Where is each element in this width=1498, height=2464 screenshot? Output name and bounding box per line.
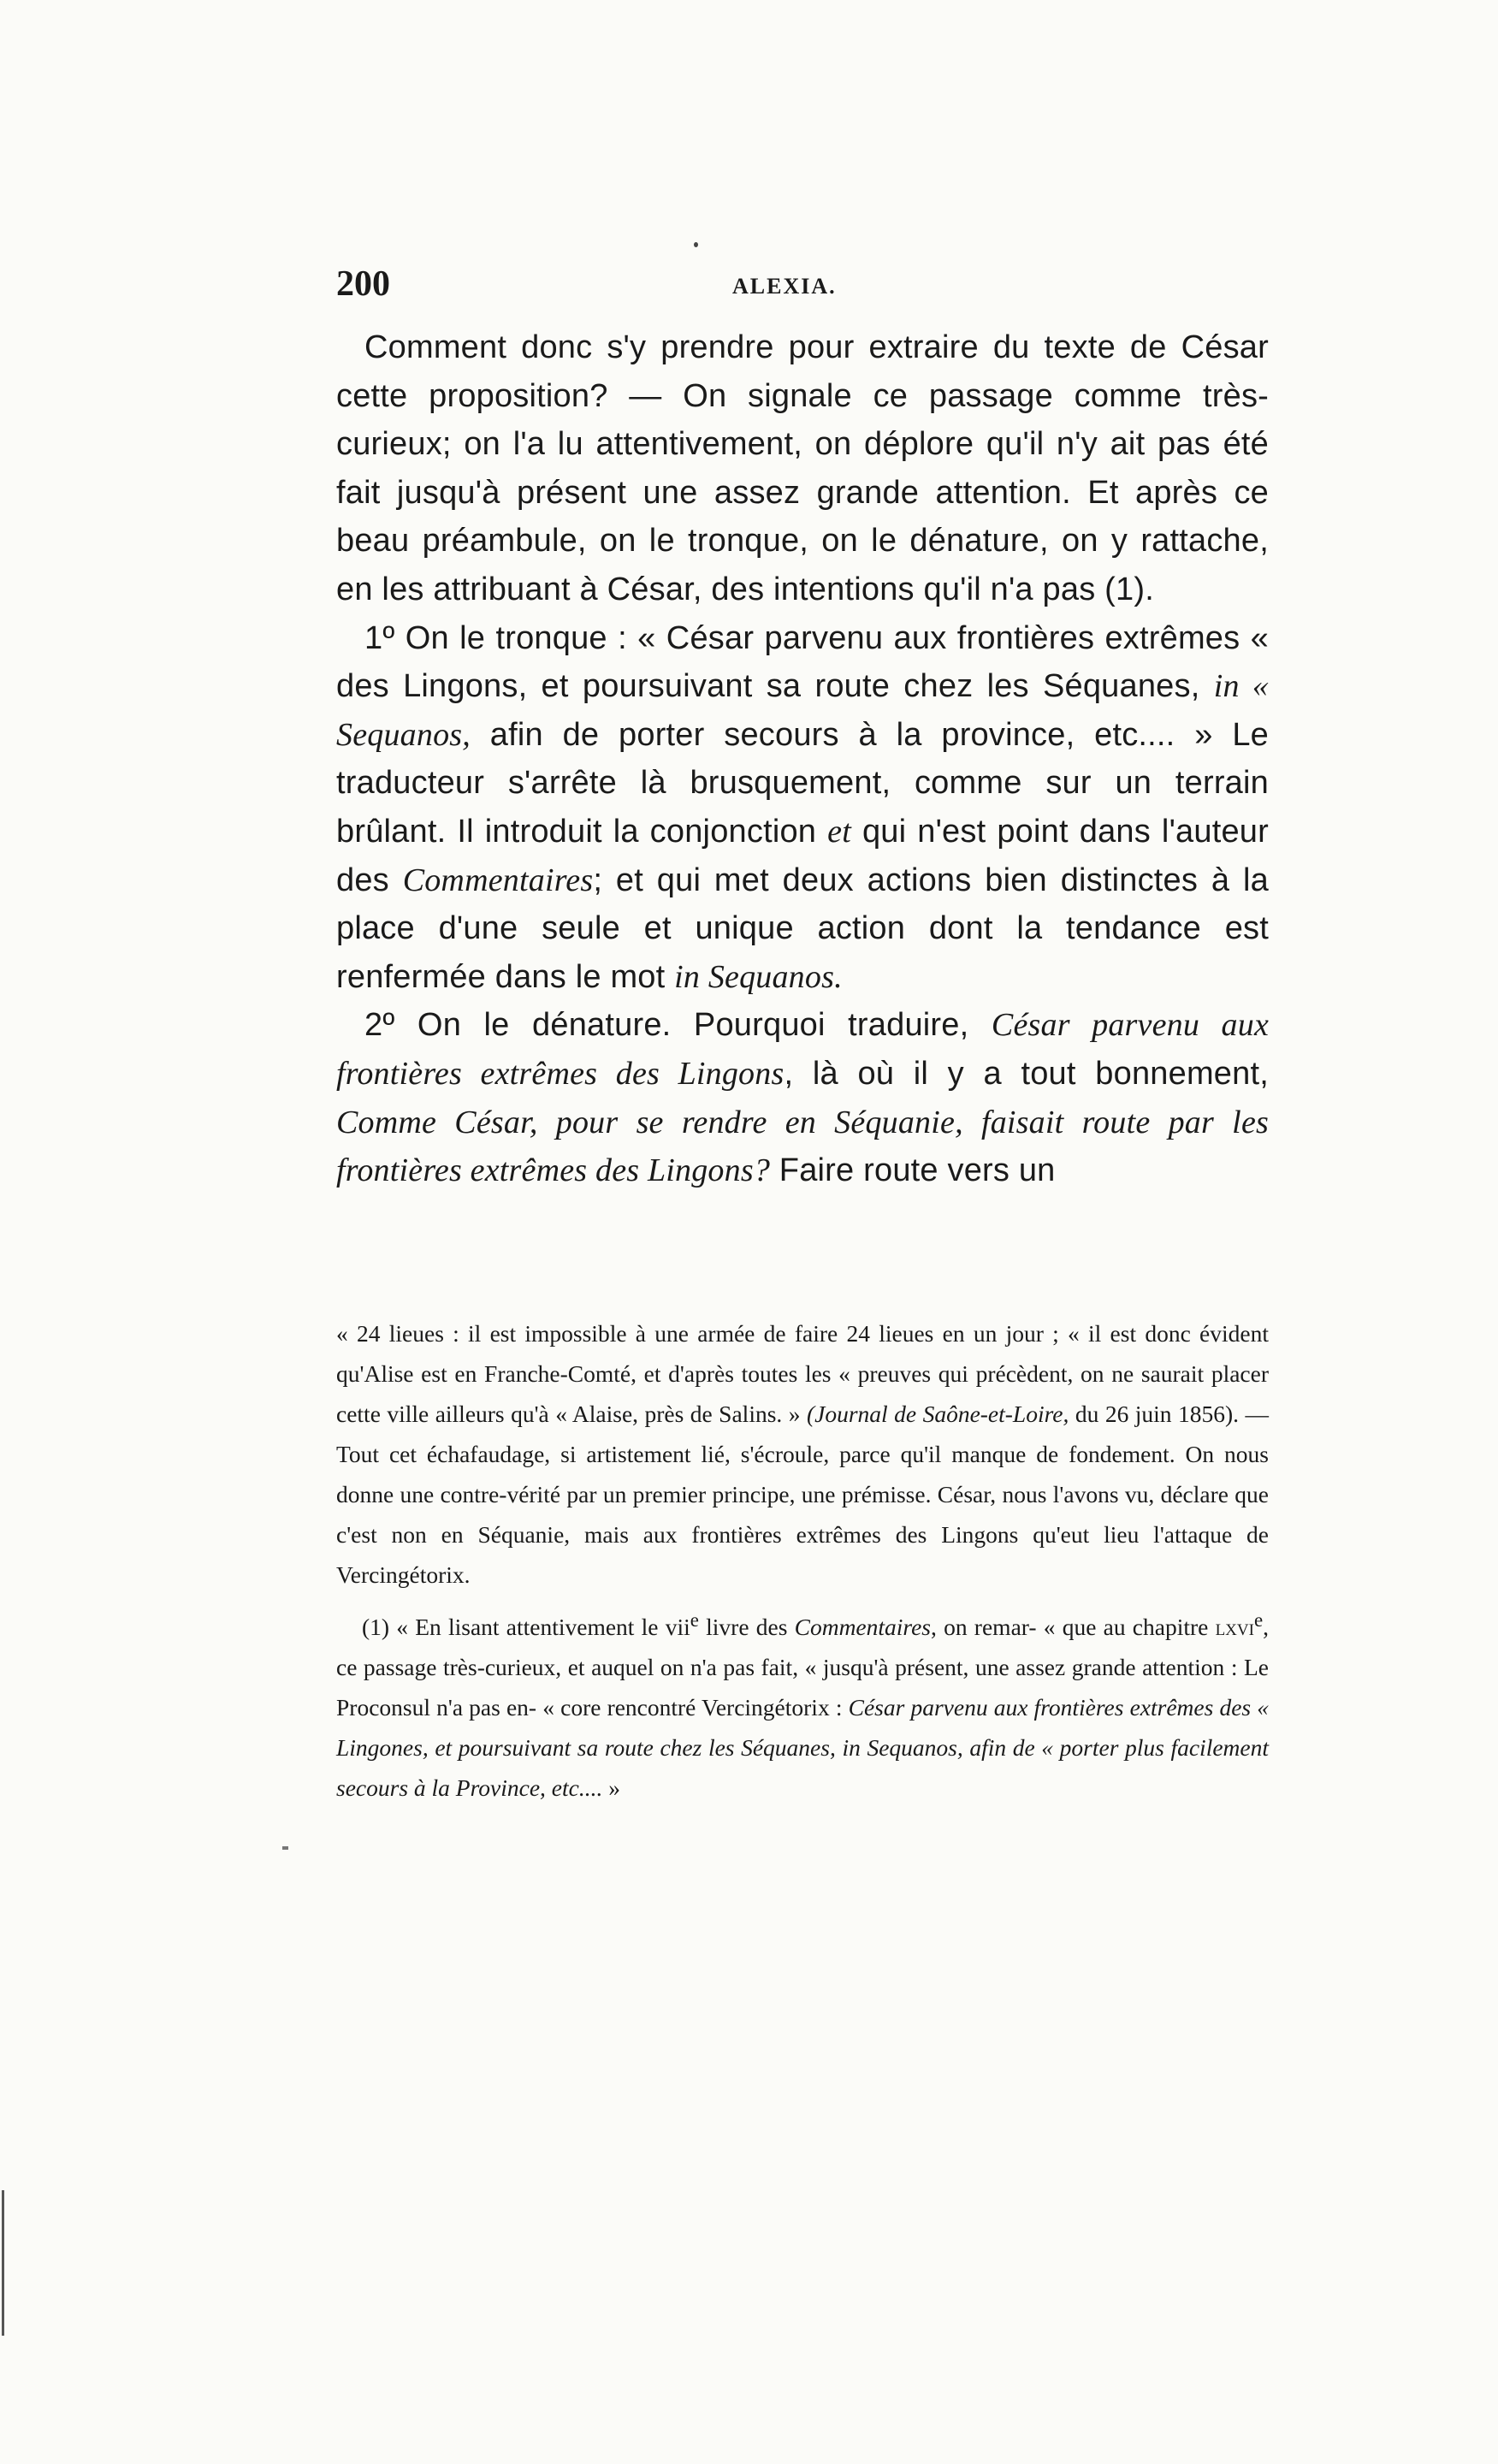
text-run: , ce passage très-curieux, et auquel on n'a pas fait, « jusqu'à présent, une assez grande attention : Le Proconsul n'a pas en- « core rencontré Vercingétorix : — [336, 1614, 1269, 1721]
page-number: 200 — [336, 264, 390, 304]
small-caps-run: lxvi — [1215, 1614, 1254, 1641]
italic-run: Comme César, pour se rendre en Séquanie, faisait route par les frontières extrêmes des Lingons? — [336, 1104, 1269, 1189]
text-run: livre des — [706, 1614, 788, 1641]
page-header — [336, 264, 1269, 315]
text-run: 1º On le tronque : « César parvenu aux frontières extrêmes « des Lingons, et poursuivant sa route chez les Séquanes, — [336, 619, 1269, 705]
footnote-1 — [336, 1600, 1269, 1808]
text-run: du 26 juin 1856). — Tout cet échafaudage, si artistement lié, s'écroule, parce qu'il manque de fondement. On nous donne une contre-vérité par un premier principe, une prémisse. César, nous l'avons vu, déclare que c'est non en Séquanie, mais aux frontières extrêmes des Lingons qu'eut lieu l'attaque de Vercingétorix. — [336, 1401, 1270, 1588]
margin-dash-mark — [282, 1846, 288, 1850]
italic-run: (Journal de Saône-et-Loire, — [806, 1401, 1069, 1427]
text-run: , on remar- « que au chapitre — [931, 1614, 1209, 1641]
text-run: » — [608, 1774, 620, 1802]
paragraph-3 — [336, 1001, 1269, 1194]
footnote-continuation — [336, 1313, 1269, 1595]
text-run: Faire route vers un — [779, 1152, 1056, 1189]
italic-run: in Sequanos. — [674, 958, 843, 995]
text-run: « 24 lieues : il est impossible à une armée de faire 24 lieues en un jour ; « il est donc évident qu'Alise est en Franche-Comté, et d'après toutes les « preuves qui précèdent, on ne saurait placer cette ville ailleurs qu'à « Alaise, près de Salins. » — [336, 1320, 1269, 1427]
text-run: ; et qui met deux actions bien distinctes à la place d'une seule et unique action dont la tendance est renfermée dans le mot — [336, 862, 1270, 995]
text-run: afin de porter secours à la province, etc.... » Le traducteur s'arrête là brusquement, comme sur un terrain brûlant. Il introduit la conjonction — [336, 716, 1269, 850]
main-text — [336, 323, 1269, 1195]
margin-scan-mark — [2, 2190, 4, 2336]
footnotes — [336, 1313, 1269, 1808]
superscript: e — [1253, 1609, 1264, 1631]
text-run: (1) « En lisant attentivement le vii — [362, 1614, 690, 1641]
text-run: , là où il y a tout bonnement, — [784, 1055, 1269, 1092]
italic-run: Commentaires — [794, 1614, 932, 1641]
paragraph-2 — [336, 614, 1269, 1002]
running-title: ALEXIA. — [732, 274, 837, 299]
superscript: e — [690, 1609, 699, 1631]
italic-run: César parvenu aux frontières extrêmes des Lingons — [336, 1007, 1270, 1092]
paragraph-1: Comment donc s'y prendre pour extraire du texte de César cette proposition? — On signale ce passage comme très-curieux; on l'a lu attentivement, on déplore qu'il n'y ait pas été fait jusqu'à présent une assez grande attention. Et après ce beau préambule, on le tronque, on le dénature, on y rattache, en les attribuant à César, des intentions qu'il n'a pas (1). — [336, 329, 1269, 607]
text-run: 2º On le dénature. Pourquoi traduire, — [364, 1007, 969, 1044]
text-run: qui n'est point dans l'auteur des — [336, 813, 1269, 898]
ink-speck — [694, 242, 698, 247]
italic-run: et — [827, 813, 851, 850]
italic-run: Commentaires — [402, 862, 594, 898]
italic-run: César parvenu aux frontières extrêmes des « Lingones, et poursuivant sa route chez les Séquanes, in Sequanos, afin de « porter plus facilement secours à la Province, etc.... — [336, 1694, 1269, 1802]
italic-run: in « Sequanos, — [336, 668, 1269, 753]
